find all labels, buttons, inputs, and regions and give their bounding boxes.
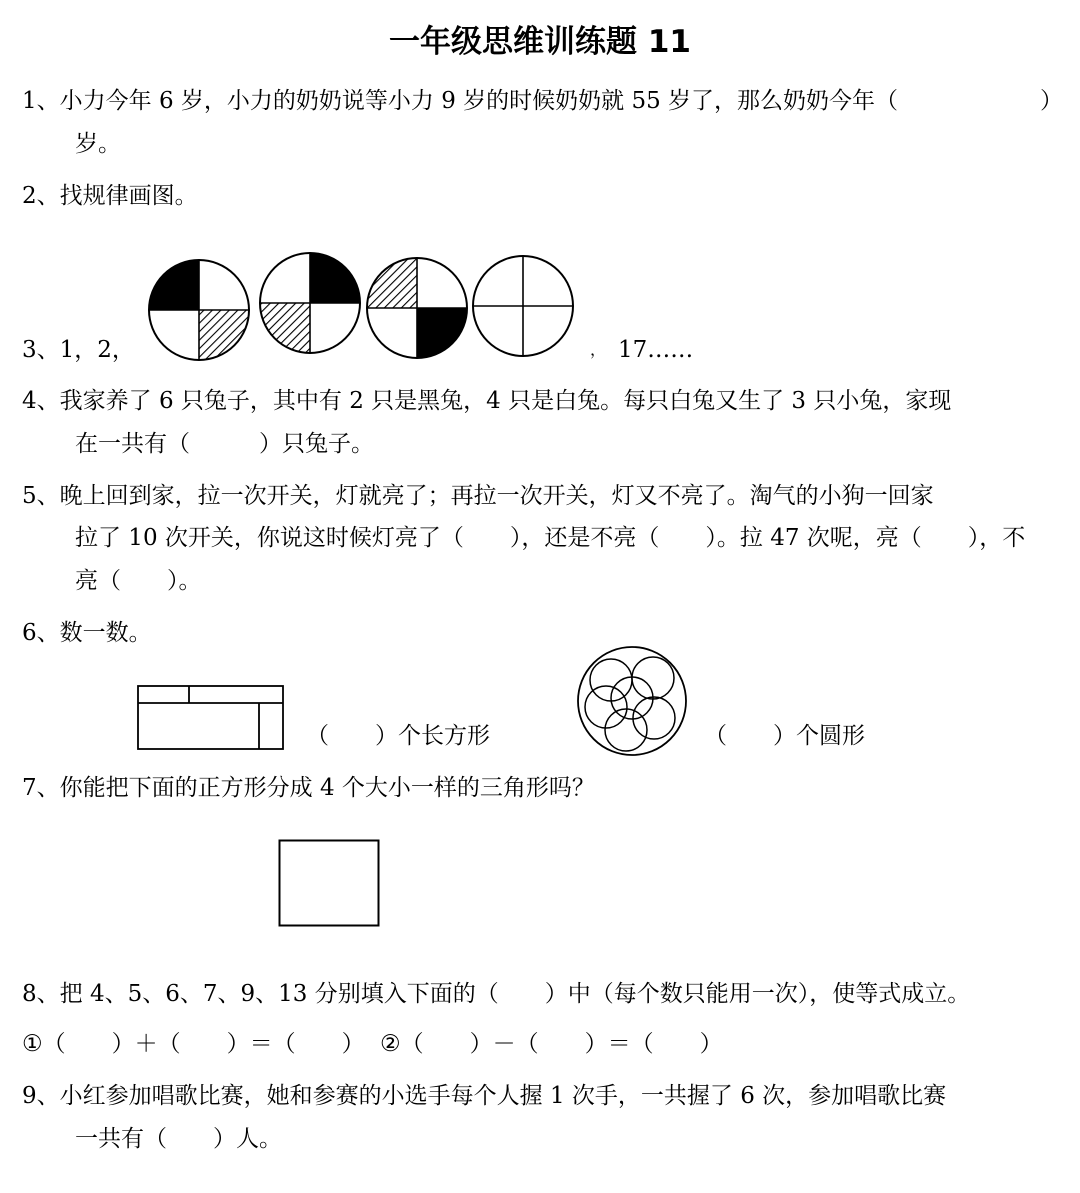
question-5-line-3: 亮（ ）。: [75, 568, 202, 594]
question-4-line-2: 在一共有（ ）只兔子。: [75, 431, 374, 457]
pattern-circle-4-blank: [473, 256, 573, 356]
question-6-text: 6、数一数。: [22, 620, 152, 646]
question-4-line-1: 4、我家养了 6 只兔子，其中有 2 只是黑兔，4 只是白兔。每只白兔又生了 3 只小兔，家现: [22, 388, 952, 414]
question-3-suffix: 17……: [618, 337, 694, 363]
square-figure: [278, 839, 382, 929]
question-2-text: 2、找规律画图。: [22, 183, 198, 209]
question-5-line-2: 拉了 10 次开关，你说这时候灯亮了（ ），还是不亮（ ）。拉 47 次呢，亮（ ），不: [75, 525, 1026, 551]
question-3-prefix: 3、1，2，: [22, 337, 135, 363]
pattern-circle-2: [260, 253, 360, 353]
question-3-comma: ，: [590, 340, 607, 359]
circles-figure: [576, 644, 690, 758]
pattern-circles-figure: [140, 246, 580, 368]
equation-1: ①（ ）＋（ ）＝（ ）: [22, 1031, 365, 1057]
question-1-line-1: 1、小力今年 6 岁，小力的奶奶说等小力 9 岁的时候奶奶就 55 岁了，那么奶奶今年（: [22, 88, 899, 114]
question-7-text: 7、你能把下面的正方形分成 4 个大小一样的三角形吗？: [22, 775, 595, 801]
pattern-circle-3: [367, 258, 467, 358]
question-8-text: 8、把 4、5、6、7、9、13 分别填入下面的（ ）中（每个数只能用一次），使等式成立。: [22, 981, 971, 1007]
pattern-circle-1: [149, 260, 249, 360]
question-6-rectangle-answer: （ ）个长方形: [306, 723, 490, 749]
question-1-line-2: 岁。: [75, 131, 121, 157]
question-6-circle-answer: （ ）个圆形: [704, 723, 865, 749]
question-9-line-1: 9、小红参加唱歌比赛，她和参赛的小选手每个人握 1 次手，一共握了 6 次，参加唱歌比赛: [22, 1083, 947, 1109]
question-5-line-1: 5、晚上回到家，拉一次开关，灯就亮了；再拉一次开关，灯又不亮了。淘气的小狗一回家: [22, 483, 934, 509]
equation-2: ②（ ）－（ ）＝（ ）: [380, 1031, 723, 1057]
question-9-line-2: 一共有（ ）人。: [75, 1126, 282, 1152]
question-1-paren-close: ）: [1040, 88, 1063, 114]
rectangles-figure: [136, 684, 286, 752]
worksheet-title: 一年级思维训练题 11: [389, 24, 691, 60]
